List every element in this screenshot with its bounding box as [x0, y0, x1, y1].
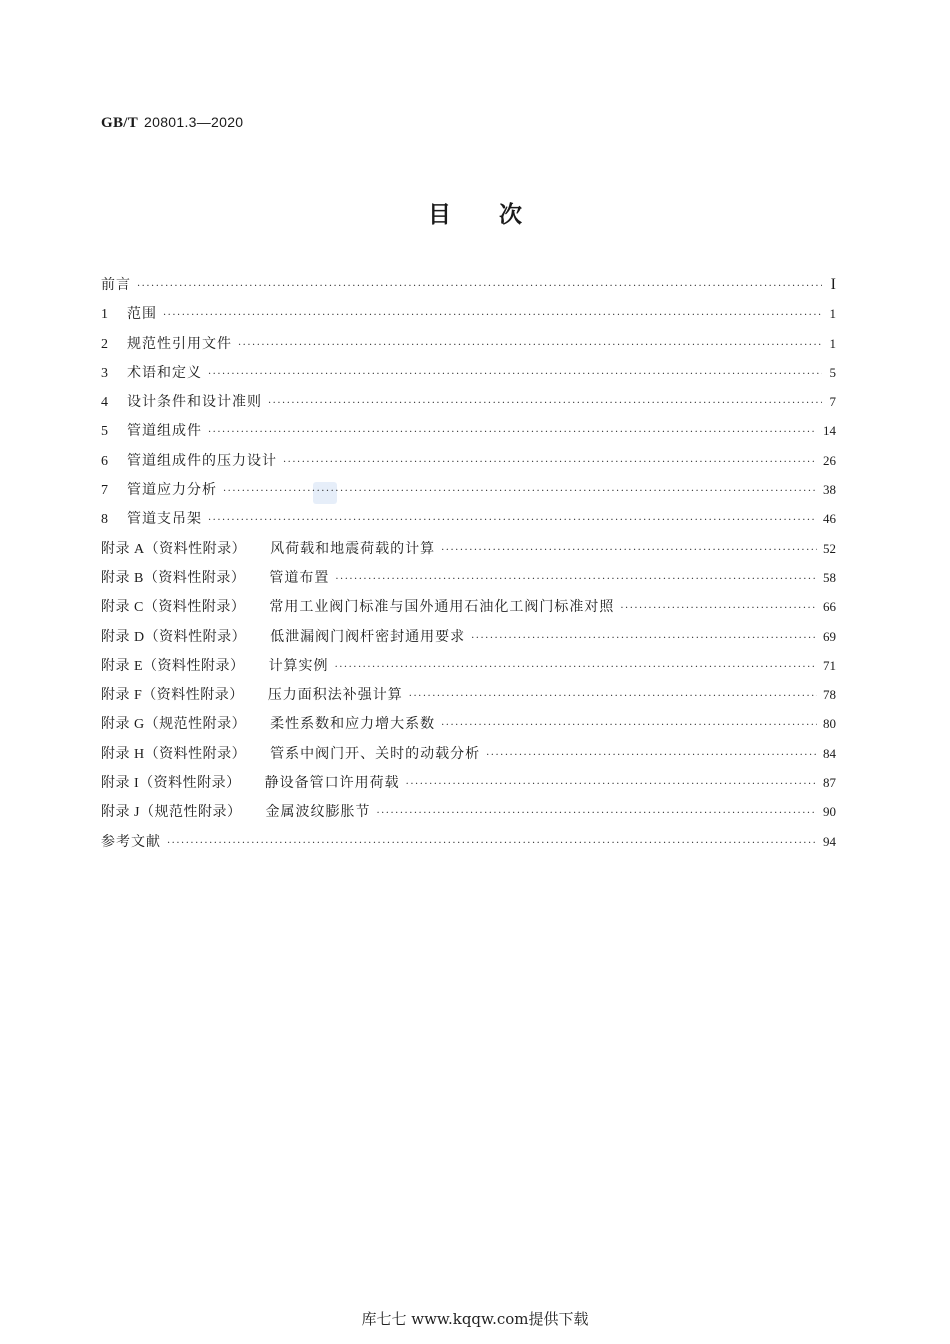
toc-entry-number: 4 [101, 395, 108, 411]
dot-leader [376, 808, 817, 819]
dot-leader [406, 779, 817, 790]
toc-entry-page: 58 [823, 569, 836, 585]
toc-entry-page: 84 [823, 745, 836, 761]
toc-entry-number: 3 [101, 365, 108, 381]
dot-leader [441, 545, 817, 556]
download-source-footer: 库七七 www.kqqw.com提供下载 [361, 1310, 589, 1328]
toc-entry-chapter[interactable] [101, 303, 836, 332]
page-title: 目次 [428, 201, 570, 228]
toc-entry-page: 5 [829, 364, 836, 380]
toc-entry-chapter[interactable] [101, 333, 836, 362]
dot-leader [283, 457, 817, 468]
toc-entry-page: 1 [829, 306, 836, 322]
toc-entry-bibliography[interactable] [101, 831, 836, 860]
standard-number: 20801.3—2020 [144, 114, 244, 130]
toc-entry-chapter[interactable] [101, 420, 836, 449]
toc-entry-number: 附录 A（资料性附录） [101, 541, 247, 557]
toc-entry-label: 柔性系数和应力增大系数 [270, 716, 436, 733]
toc-entry-label: 计算实例 [268, 657, 329, 674]
toc-entry-label: 规范性引用文件 [127, 335, 232, 352]
toc-entry-label: 管道组成件的压力设计 [127, 452, 277, 469]
toc-entry-label: 范围 [127, 306, 157, 323]
toc-entry-label: 静设备管口许用荷载 [264, 775, 400, 792]
toc-entry-label: 风荷载和地震荷载的计算 [270, 540, 436, 557]
dot-leader [335, 662, 817, 673]
document-code [101, 114, 243, 132]
toc-entry-label: 常用工业阀门标准与国外通用石油化工阀门标准对照 [269, 599, 615, 616]
toc-entry-page: 26 [823, 452, 836, 468]
toc-entry-chapter[interactable] [101, 391, 836, 420]
toc-entry-page: 38 [823, 482, 836, 498]
toc-entry-page: 87 [823, 775, 836, 791]
toc-entry-number: 1 [101, 307, 108, 323]
dot-leader [620, 603, 817, 614]
toc-entry-number: 附录 F（资料性附录） [101, 688, 244, 704]
toc-entry-annex[interactable] [101, 743, 836, 772]
toc-entry-number: 8 [101, 512, 108, 528]
toc-entry-chapter[interactable] [101, 479, 836, 508]
toc-entry-annex[interactable] [101, 567, 836, 596]
toc-entry-chapter[interactable] [101, 508, 836, 537]
toc-entry-label: 术语和定义 [127, 364, 202, 381]
dot-leader [223, 486, 817, 497]
dot-leader [137, 281, 822, 292]
toc-entry-annex[interactable] [101, 713, 836, 742]
toc-entry-label: 前言 [101, 277, 131, 293]
toc-entry-label: 压力面积法补强计算 [267, 687, 403, 704]
toc-entry-number: 附录 J（规范性附录） [101, 805, 242, 821]
dot-leader [486, 750, 817, 761]
toc-entry-page: I [830, 276, 836, 293]
toc-entry-page: 7 [829, 394, 836, 410]
toc-entry-foreword[interactable] [101, 274, 836, 303]
toc-entry-label: 低泄漏阀门阀杆密封通用要求 [270, 628, 466, 645]
dot-leader [163, 310, 822, 321]
toc-entry-page: 94 [823, 833, 836, 849]
dot-leader [441, 720, 817, 731]
toc-entry-page: 90 [823, 804, 836, 820]
toc-entry-label: 设计条件和设计准则 [127, 394, 262, 411]
toc-entry-chapter[interactable] [101, 362, 836, 391]
toc-entry-number: 附录 I（资料性附录） [101, 776, 241, 792]
toc-entry-annex[interactable] [101, 684, 836, 713]
dot-leader [335, 574, 817, 585]
toc-entry-number: 附录 C（资料性附录） [101, 600, 246, 616]
toc-entry-label: 管道组成件 [127, 423, 202, 440]
dot-leader [238, 340, 822, 351]
toc-entry-number: 6 [101, 453, 108, 469]
toc-entry-number: 附录 B（资料性附录） [101, 570, 246, 586]
toc-entry-label: 管道应力分析 [127, 482, 217, 499]
toc-entry-page: 46 [823, 511, 836, 527]
standard-prefix: GB/T [101, 115, 139, 131]
dot-leader [208, 369, 822, 380]
dot-leader [471, 633, 817, 644]
toc-entry-label: 管道支吊架 [127, 511, 202, 528]
toc-entry-page: 78 [823, 687, 836, 703]
toc-entry-number: 附录 D（资料性附录） [101, 629, 247, 645]
toc-entry-annex[interactable] [101, 596, 836, 625]
toc-entry-number: 附录 E（资料性附录） [101, 658, 245, 674]
toc-entry-page: 71 [823, 657, 836, 673]
toc-entry-annex[interactable] [101, 801, 836, 830]
toc-entry-annex[interactable] [101, 626, 836, 655]
toc-entry-chapter[interactable] [101, 450, 836, 479]
toc-entry-number: 7 [101, 483, 108, 499]
toc-entry-number: 2 [101, 336, 108, 352]
toc-entry-page: 14 [823, 423, 836, 439]
dot-leader [208, 515, 817, 526]
toc-entry-annex[interactable] [101, 538, 836, 567]
toc-entry-annex[interactable] [101, 772, 836, 801]
dot-leader [167, 838, 817, 849]
toc-entry-number: 附录 H（资料性附录） [101, 746, 247, 762]
dot-leader [268, 398, 822, 409]
toc-entry-number: 5 [101, 424, 108, 440]
toc-entry-page: 69 [823, 628, 836, 644]
toc-entry-annex[interactable] [101, 655, 836, 684]
toc-entry-label: 参考文献 [101, 833, 161, 850]
toc-entry-page: 66 [823, 599, 836, 615]
toc-entry-page: 1 [829, 335, 836, 351]
dot-leader [409, 691, 817, 702]
toc-entry-page: 80 [823, 716, 836, 732]
toc-entry-number: 附录 G（规范性附录） [101, 717, 247, 733]
toc-entry-label: 管道布置 [269, 569, 330, 586]
dot-leader [208, 427, 817, 438]
toc-entry-label: 管系中阀门开、关时的动载分析 [270, 745, 481, 762]
toc-entry-label: 金属波纹膨胀节 [265, 804, 371, 821]
table-of-contents [101, 274, 836, 860]
toc-entry-page: 52 [823, 540, 836, 556]
